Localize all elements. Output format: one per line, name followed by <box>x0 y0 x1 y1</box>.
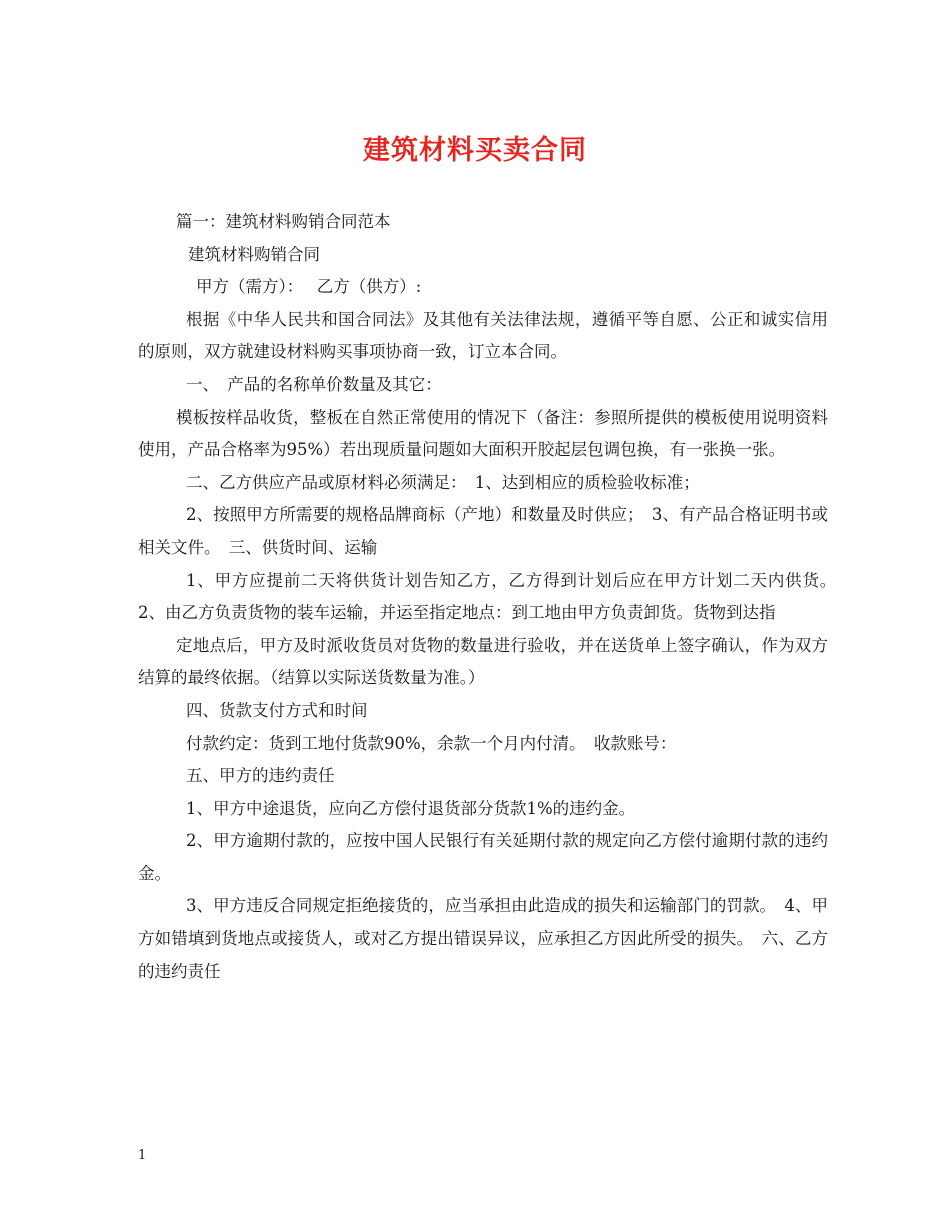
paragraph-payment: 付款约定：货到工地付货款90%，余款一个月内付清。 收款账号： <box>186 733 677 753</box>
page-number: 1 <box>138 1148 147 1163</box>
paragraph-acceptance: 定地点后，甲方及时派收货员对货物的数量进行验收，并在送货单上签字确认，作为双方结算的最终依据。（结算以实际送货数量为准。） <box>138 635 828 688</box>
clause-heading-2: 二、乙方供应产品或原材料必须满足： 1、达到相应的质检验收标准； <box>186 472 700 492</box>
page-title: 建筑材料买卖合同 <box>363 135 587 166</box>
clause-heading-4: 四、货款支付方式和时间 <box>186 700 368 720</box>
parties-line: 甲方（需方）： 乙方（供方）: <box>196 277 422 297</box>
paragraph-template-terms: 模板按样品收货，整板在自然正常使用的情况下（备注：参照所提供的模板使用说明资料使用，产品合格率为95%）若出现质量问题如大面积开胶起层包调包换，有一张换一张。 <box>138 407 828 460</box>
paragraph-delivery-terms: 1、甲方应提前二天将供货计划告知乙方，乙方得到计划后应在甲方计划二天内供货。 2、由乙方负责货物的装车运输，并运至指定地点：到工地由甲方负责卸货。货物到达指 <box>138 570 845 623</box>
contract-subtitle: 建筑材料购销合同 <box>188 244 320 264</box>
paragraph-breach-2: 2、甲方逾期付款的，应按中国人民银行有关延期付款的规定向乙方偿付逾期付款的违约金。 <box>138 831 828 883</box>
paragraph-breach-1: 1、甲方中途退货，应向乙方偿付退货部分货款1%的违约金。 <box>186 798 636 818</box>
clause-heading-5: 五、甲方的违约责任 <box>186 766 335 786</box>
section-heading-1: 篇一：建筑材料购销合同范本 <box>176 212 391 231</box>
paragraph-preamble: 根据《中华人民共和国合同法》及其他有关法律法规，遵循平等自愿、公正和诚实信用的原则，双方就建设材料购买事项协商一致，订立本合同。 <box>138 309 828 362</box>
paragraph-supply-terms: 2、按照甲方所需要的规格品牌商标（产地）和数量及时供应； 3、有产品合格证明书或相关文件。 三、供货时间、运输 <box>138 505 828 557</box>
clause-heading-1: 一、 产品的名称单价数量及其它： <box>186 374 442 394</box>
document-body <box>138 206 845 988</box>
paragraph-breach-3: 3、甲方违反合同规定拒绝接货的，应当承担由此造成的损失和运输部门的罚款。 4、甲方如错填到货地点或接货人，或对乙方提出错误异议，应承担乙方因此所受的损失。 六、乙方的违约责任 <box>138 896 828 981</box>
